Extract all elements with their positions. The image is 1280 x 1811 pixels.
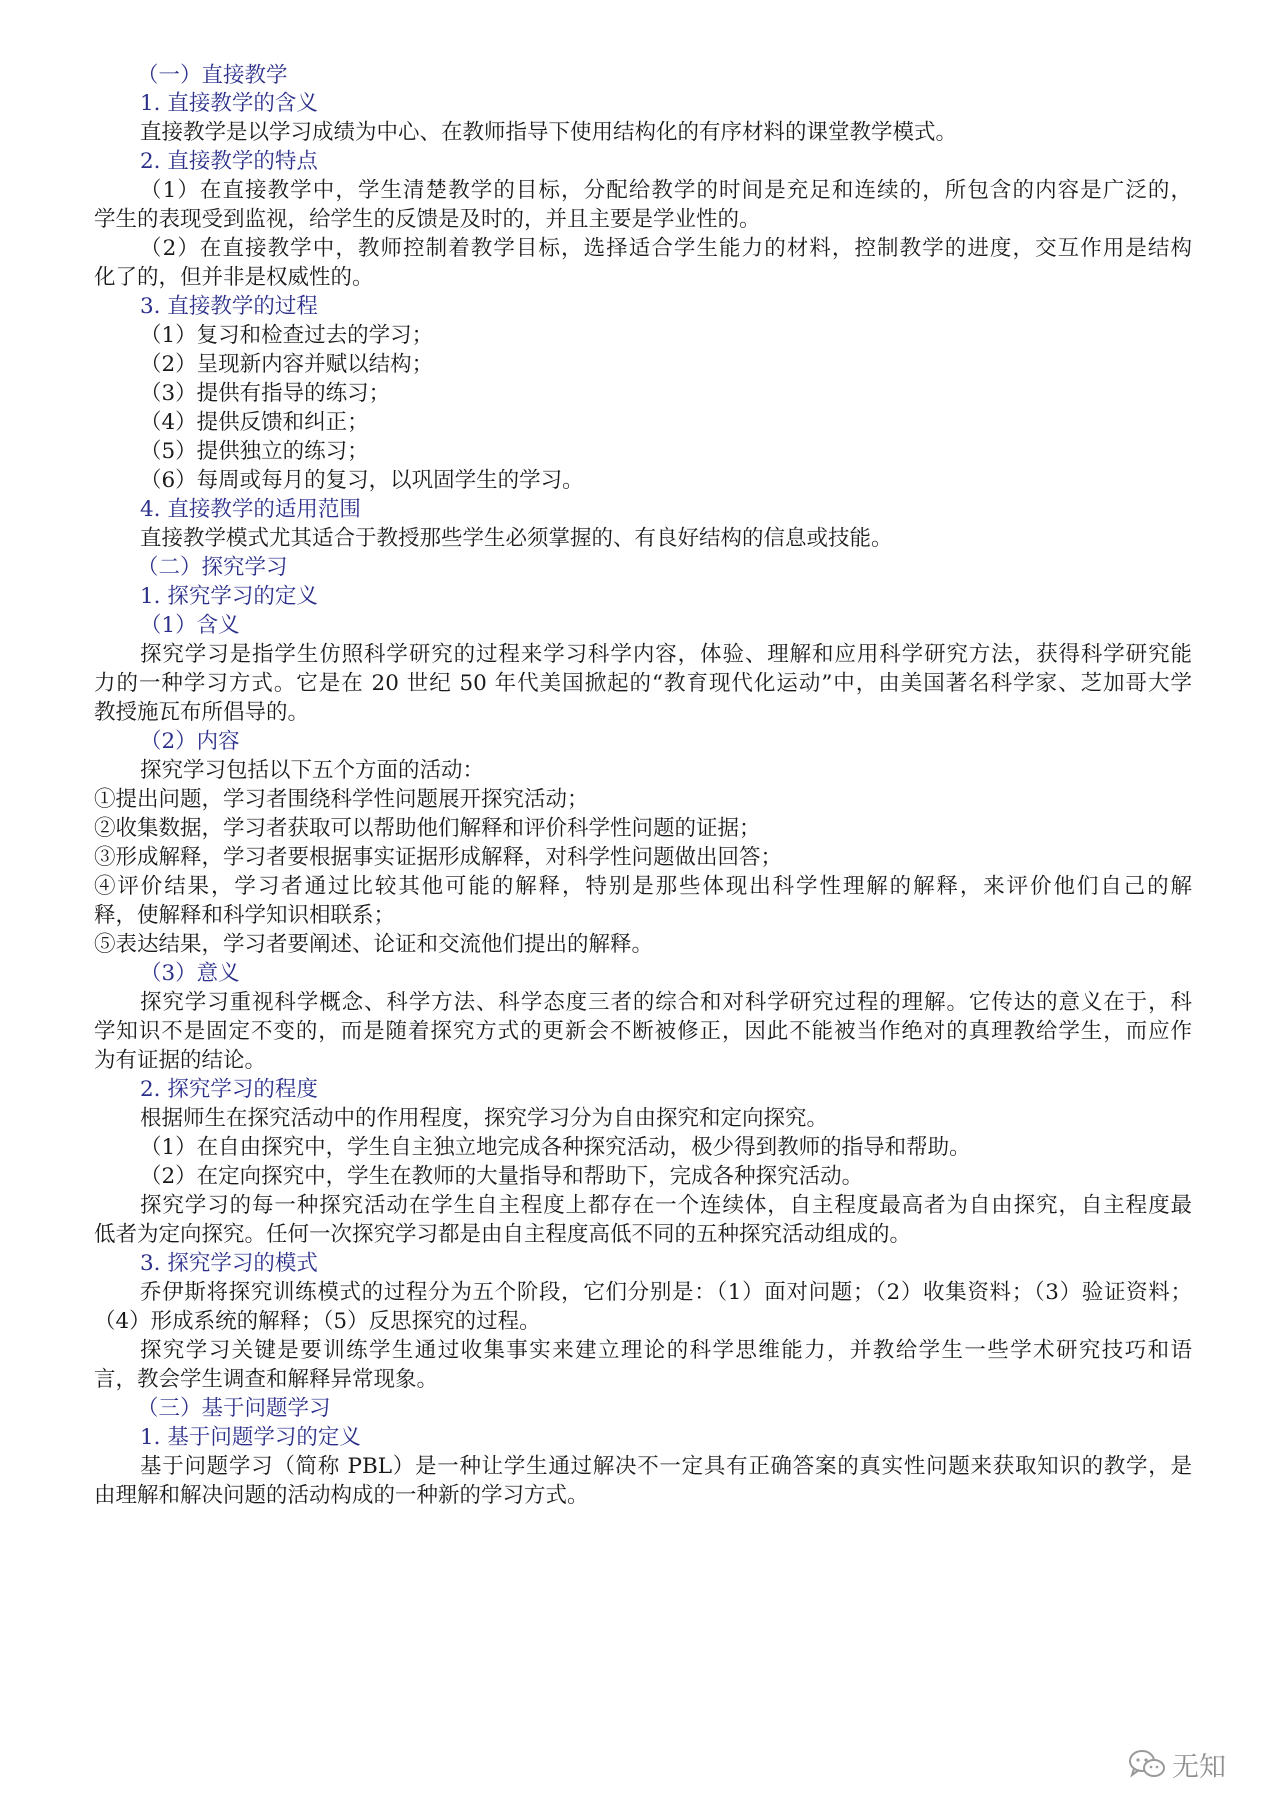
list-item: （4）提供反馈和纠正； bbox=[140, 410, 369, 435]
subheading: 1. 直接教学的含义 bbox=[140, 91, 318, 116]
list-item: ②收集数据，学习者获取可以帮助他们解释和评价科学性问题的证据； bbox=[94, 816, 761, 841]
paragraph-line: 低者为定向探究。任何一次探究学习都是由自主程度高低不同的五种探究活动组成的。 bbox=[94, 1222, 912, 1247]
paragraph-line: 学知识不是固定不变的，而是随着探究方式的更新会不断被修正，因此不能被当作绝对的真理教给学生，而应作 bbox=[94, 1019, 1192, 1044]
list-item: ③形成解释，学习者要根据事实证据形成解释，对科学性问题做出回答； bbox=[94, 845, 783, 870]
paragraph-line: 探究学习关键是要训练学生通过收集事实来建立理论的科学思维能力，并教给学生一些学术研究技巧和语 bbox=[140, 1338, 1192, 1363]
subheading: 2. 探究学习的程度 bbox=[140, 1077, 318, 1102]
list-item: （1）复习和检查过去的学习； bbox=[140, 323, 434, 348]
paragraph-line: 化了的，但并非是权威性的。 bbox=[94, 265, 374, 290]
list-item: （1）在自由探究中，学生自主独立地完成各种探究活动，极少得到教师的指导和帮助。 bbox=[140, 1135, 971, 1160]
list-item: 释，使解释和科学知识相联系； bbox=[94, 903, 396, 928]
subheading: 3. 探究学习的模式 bbox=[140, 1251, 318, 1276]
list-item: （2）在定向探究中，学生在教师的大量指导和帮助下，完成各种探究活动。 bbox=[140, 1164, 864, 1189]
paragraph-line: 基于问题学习（简称 PBL）是一种让学生通过解决不一定具有正确答案的真实性问题来获取知识的教学，是 bbox=[140, 1454, 1192, 1479]
subheading: 1. 探究学习的定义 bbox=[140, 584, 318, 609]
paragraph-line: 探究学习的每一种探究活动在学生自主程度上都存在一个连续体，自主程度最高者为自由探究，自主程度最 bbox=[140, 1193, 1192, 1218]
list-item: （5）提供独立的练习； bbox=[140, 439, 369, 464]
subheading: （2）内容 bbox=[140, 729, 240, 754]
paragraph-line: 探究学习重视科学概念、科学方法、科学态度三者的综合和对科学研究过程的理解。它传达的意义在于，科 bbox=[140, 990, 1192, 1015]
paragraph-line: （2）在直接教学中，教师控制着教学目标，选择适合学生能力的材料，控制教学的进度，交互作用是结构 bbox=[140, 236, 1192, 261]
paragraph-line: 探究学习包括以下五个方面的活动： bbox=[140, 758, 485, 783]
paragraph-line: 直接教学模式尤其适合于教授那些学生必须掌握的、有良好结构的信息或技能。 bbox=[140, 526, 893, 551]
subheading: （3）意义 bbox=[140, 961, 240, 986]
paragraph-line: 为有证据的结论。 bbox=[94, 1048, 267, 1073]
wechat-icon bbox=[1128, 1748, 1166, 1780]
subheading: 2. 直接教学的特点 bbox=[140, 149, 318, 174]
paragraph-line: （4）形成系统的解释；（5）反思探究的过程。 bbox=[94, 1309, 541, 1334]
list-item: （2）呈现新内容并赋以结构； bbox=[140, 352, 434, 377]
subheading: 1. 基于问题学习的定义 bbox=[140, 1425, 361, 1450]
subheading: 4. 直接教学的适用范围 bbox=[140, 497, 361, 522]
paragraph-line: 力的一种学习方式。它是在 20 世纪 50 年代美国掀起的“教育现代化运动”中，由美国著名科学家、芝加哥大学 bbox=[94, 671, 1192, 696]
paragraph-line: 探究学习是指学生仿照科学研究的过程来学习科学内容，体验、理解和应用科学研究方法，获得科学研究能 bbox=[140, 642, 1192, 667]
paragraph-line: 根据师生在探究活动中的作用程度，探究学习分为自由探究和定向探究。 bbox=[140, 1106, 829, 1131]
paragraph-line: （1）在直接教学中，学生清楚教学的目标，分配给教学的时间是充足和连续的，所包含的内容是广泛的， bbox=[140, 178, 1192, 203]
list-item: ④评价结果，学习者通过比较其他可能的解释，特别是那些体现出科学性理解的解释，来评价他们自己的解 bbox=[94, 874, 1192, 899]
paragraph-line: 学生的表现受到监视，给学生的反馈是及时的，并且主要是学业性的。 bbox=[94, 207, 761, 232]
list-item: ①提出问题，学习者围绕科学性问题展开探究活动； bbox=[94, 787, 589, 812]
paragraph-line: 言，教会学生调查和解释异常现象。 bbox=[94, 1367, 439, 1392]
section-heading: （一）直接教学 bbox=[137, 63, 288, 88]
paragraph-line: 直接教学是以学习成绩为中心、在教师指导下使用结构化的有序材料的课堂教学模式。 bbox=[140, 120, 958, 145]
list-item: （3）提供有指导的练习； bbox=[140, 381, 391, 406]
watermark-label: 无知 bbox=[1172, 1751, 1226, 1783]
paragraph-line: 由理解和解决问题的活动构成的一种新的学习方式。 bbox=[94, 1483, 589, 1508]
paragraph-line: 教授施瓦布所倡导的。 bbox=[94, 700, 310, 725]
subheading: （1）含义 bbox=[140, 613, 240, 638]
section-heading: （三）基于问题学习 bbox=[137, 1396, 331, 1421]
subheading: 3. 直接教学的过程 bbox=[140, 294, 318, 319]
list-item: （6）每周或每月的复习，以巩固学生的学习。 bbox=[140, 468, 584, 493]
watermark bbox=[1128, 1744, 1226, 1784]
section-heading: （二）探究学习 bbox=[137, 555, 288, 580]
paragraph-line: 乔伊斯将探究训练模式的过程分为五个阶段，它们分别是：（1）面对问题；（2）收集资料；（3）验证资料； bbox=[140, 1280, 1192, 1305]
list-item: ⑤表达结果，学习者要阐述、论证和交流他们提出的解释。 bbox=[94, 932, 654, 957]
